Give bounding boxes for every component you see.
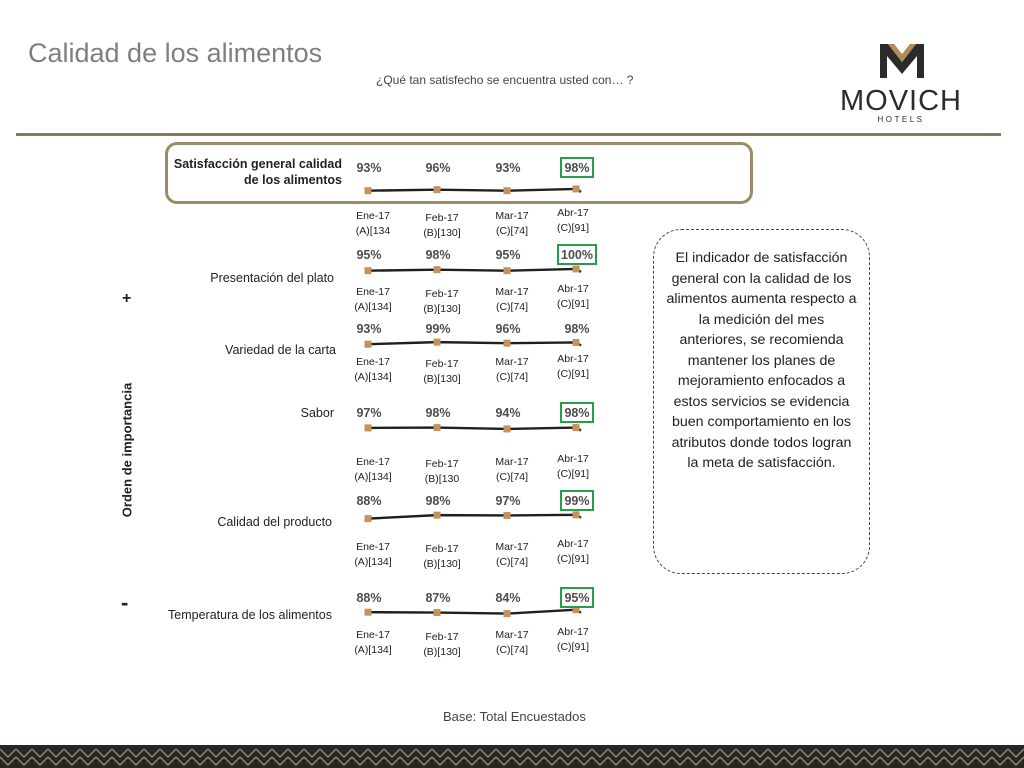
tick-label: Ene-17 bbox=[356, 456, 390, 468]
series-line bbox=[368, 428, 581, 431]
tick-label: (C)[91] bbox=[556, 298, 590, 310]
tick-label: Abr-17 bbox=[557, 207, 589, 219]
tick-label: Ene-17 bbox=[356, 629, 390, 641]
data-point bbox=[365, 609, 372, 616]
data-point bbox=[504, 425, 511, 432]
tick-label: (C)[74] bbox=[495, 301, 529, 313]
data-point bbox=[504, 512, 511, 519]
data-point bbox=[573, 339, 580, 346]
page-title: Calidad de los alimentos bbox=[28, 38, 323, 68]
logo-brand: MOVICH bbox=[840, 85, 962, 117]
data-point bbox=[573, 265, 580, 272]
data-label: 96% bbox=[425, 161, 451, 175]
data-point bbox=[434, 609, 441, 616]
data-label: 87% bbox=[425, 591, 451, 605]
survey-question: ¿Qué tan satisfecho se encuentra usted con… ? bbox=[376, 73, 634, 87]
row-label: Satisfacción general calidad de los alimentos bbox=[173, 157, 342, 187]
data-point bbox=[365, 267, 372, 274]
importance-plus: + bbox=[122, 290, 132, 307]
tick-label: (B)[130 bbox=[424, 473, 460, 485]
series-line bbox=[368, 269, 581, 272]
data-label: 84% bbox=[495, 591, 521, 605]
data-label: 97% bbox=[495, 494, 521, 508]
tick-label: (A)[134] bbox=[354, 471, 392, 483]
tick-label: (C)[74] bbox=[495, 225, 529, 237]
data-point bbox=[434, 339, 441, 346]
data-label: 100% bbox=[561, 248, 593, 262]
series-line bbox=[368, 610, 581, 614]
footer-pattern bbox=[0, 745, 1024, 768]
data-label: 98% bbox=[564, 406, 590, 420]
data-label: 99% bbox=[564, 494, 590, 508]
tick-label: (B)[130] bbox=[423, 373, 461, 385]
data-label: 95% bbox=[564, 591, 590, 605]
row-label: Calidad del producto bbox=[217, 515, 332, 529]
tick-label: Feb-17 bbox=[425, 631, 459, 643]
tick-label: (B)[130] bbox=[423, 558, 461, 570]
importance-minus: - bbox=[121, 590, 129, 615]
tick-label: (C)[74] bbox=[495, 371, 529, 383]
tick-label: Mar-17 bbox=[495, 541, 529, 553]
data-label: 93% bbox=[495, 161, 521, 175]
tick-label: Abr-17 bbox=[557, 283, 589, 295]
tick-label: (C)[91] bbox=[556, 222, 590, 234]
data-label: 88% bbox=[356, 591, 382, 605]
row-label: Variedad de la carta bbox=[225, 343, 336, 357]
tick-label: (C)[91] bbox=[556, 641, 590, 653]
data-label: 88% bbox=[356, 494, 382, 508]
data-label: 98% bbox=[425, 406, 451, 420]
data-point bbox=[573, 511, 580, 518]
tick-label: (A)[134] bbox=[354, 644, 392, 656]
tick-label: (A)[134 bbox=[355, 225, 391, 237]
tick-label: Ene-17 bbox=[356, 541, 390, 553]
tick-label: Abr-17 bbox=[557, 626, 589, 638]
logo-sub: HOTELS bbox=[877, 115, 925, 124]
data-point bbox=[504, 340, 511, 347]
tick-label: Feb-17 bbox=[425, 288, 459, 300]
data-point bbox=[434, 512, 441, 519]
tick-label: Mar-17 bbox=[495, 629, 529, 641]
data-label: 93% bbox=[356, 161, 382, 175]
tick-label: (A)[134] bbox=[354, 556, 392, 568]
tick-label: (C)[91] bbox=[556, 368, 590, 380]
data-label: 94% bbox=[495, 406, 521, 420]
data-point bbox=[573, 185, 580, 192]
data-label: 95% bbox=[495, 248, 521, 262]
data-point bbox=[365, 424, 372, 431]
data-label: 98% bbox=[425, 248, 451, 262]
tick-label: (B)[130] bbox=[423, 646, 461, 658]
data-label: 99% bbox=[425, 322, 451, 336]
tick-label: Feb-17 bbox=[425, 358, 459, 370]
tick-label: Ene-17 bbox=[356, 356, 390, 368]
tick-label: Feb-17 bbox=[425, 458, 459, 470]
data-point bbox=[504, 610, 511, 617]
data-point bbox=[573, 424, 580, 431]
tick-label: (C)[74] bbox=[495, 471, 529, 483]
data-label: 98% bbox=[425, 494, 451, 508]
tick-label: (B)[130] bbox=[423, 227, 461, 239]
tick-label: (C)[74] bbox=[495, 556, 529, 568]
importance-axis-label: Orden de importancia bbox=[119, 382, 135, 518]
insight-note: El indicador de satisfacción general con la calidad de los alimentos aumenta respecto a la medición del mes anteriores, se recomienda mantener los planes de mejoramiento enfocados a estos servicios se evidencia buen comportamiento en los atributos donde todos logran la meta de satisfacción. bbox=[653, 229, 870, 574]
tick-label: Feb-17 bbox=[425, 543, 459, 555]
tick-label: Abr-17 bbox=[557, 453, 589, 465]
row-label: Temperatura de los alimentos bbox=[168, 608, 332, 622]
data-label: 98% bbox=[564, 161, 590, 175]
tick-label: Mar-17 bbox=[495, 356, 529, 368]
data-label: 95% bbox=[356, 248, 382, 262]
tick-label: (C)[91] bbox=[556, 468, 590, 480]
base-note: Base: Total Encuestados bbox=[443, 709, 586, 724]
tick-label: Mar-17 bbox=[495, 456, 529, 468]
data-label: 98% bbox=[564, 322, 590, 336]
data-point bbox=[365, 187, 372, 194]
tick-label: (A)[134] bbox=[354, 371, 392, 383]
data-point bbox=[434, 186, 441, 193]
tick-label: Feb-17 bbox=[425, 212, 459, 224]
series-line bbox=[368, 189, 581, 192]
row-label: Presentación del plato bbox=[210, 271, 334, 285]
tick-label: (C)[91] bbox=[556, 553, 590, 565]
tick-label: Mar-17 bbox=[495, 210, 529, 222]
row-label: Sabor bbox=[300, 406, 334, 420]
tick-label: (A)[134] bbox=[354, 301, 392, 313]
data-label: 93% bbox=[356, 322, 382, 336]
data-label: 97% bbox=[356, 406, 382, 420]
series-line bbox=[368, 515, 581, 519]
series-line bbox=[368, 342, 581, 345]
data-point bbox=[365, 515, 372, 522]
tick-label: Ene-17 bbox=[356, 210, 390, 222]
data-point bbox=[504, 267, 511, 274]
tick-label: (B)[130] bbox=[423, 303, 461, 315]
data-point bbox=[365, 341, 372, 348]
data-point bbox=[504, 187, 511, 194]
tick-label: (C)[74] bbox=[495, 644, 529, 656]
data-point bbox=[434, 266, 441, 273]
tick-label: Mar-17 bbox=[495, 286, 529, 298]
tick-label: Ene-17 bbox=[356, 286, 390, 298]
tick-label: Abr-17 bbox=[557, 353, 589, 365]
data-point bbox=[434, 424, 441, 431]
tick-label: Abr-17 bbox=[557, 538, 589, 550]
data-label: 96% bbox=[495, 322, 521, 336]
